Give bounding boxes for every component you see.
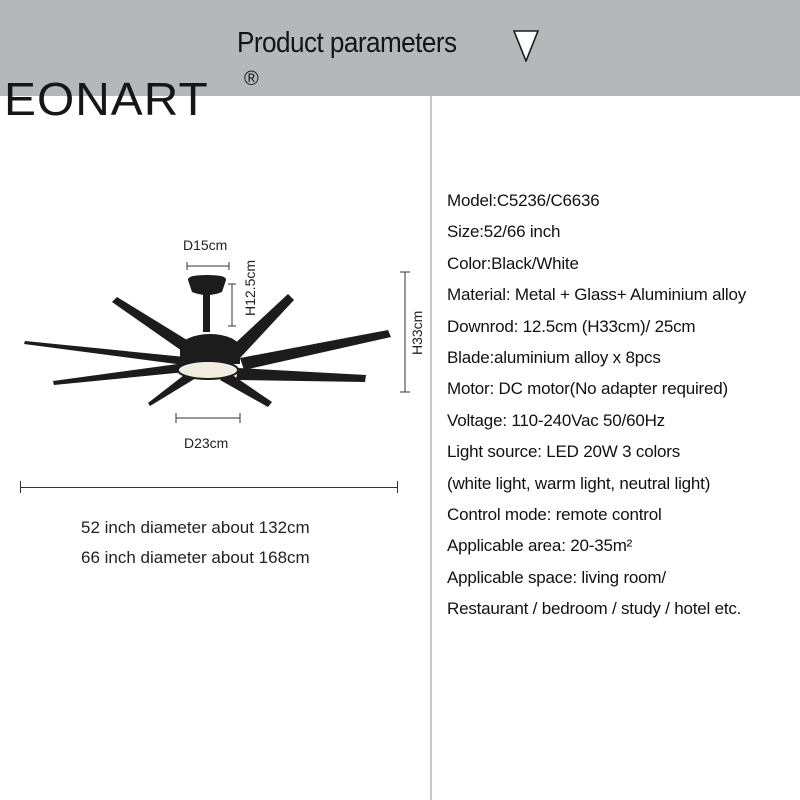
- fan-diagram: [0, 220, 430, 460]
- diameter-dimension-line: [20, 487, 398, 488]
- light-diameter-label: D23cm: [184, 435, 229, 451]
- spec-applicable-space-cont: Restaurant / bedroom / study / hotel etc.: [447, 599, 742, 619]
- spec-applicable-area: Applicable area: 20-35m²: [447, 536, 633, 556]
- spec-light-source: Light source: LED 20W 3 colors: [447, 442, 681, 462]
- brand-logo: EONART: [4, 73, 209, 125]
- spec-applicable-space: Applicable space: living room/: [447, 567, 666, 587]
- canopy-diameter-label: D15cm: [183, 237, 228, 253]
- diameter-tick-right: [397, 481, 398, 493]
- spec-model: Model:C5236/C6636: [447, 191, 600, 210]
- down-triangle-icon: [513, 30, 539, 62]
- spec-motor: Motor: DC motor(No adapter required): [447, 379, 728, 399]
- diameter-tick-left: [20, 481, 21, 493]
- spec-size: Size:52/66 inch: [447, 222, 561, 242]
- total-height-label: H33cm: [409, 310, 425, 355]
- spec-downrod: Downrod: 12.5cm (H33cm)/ 25cm: [447, 316, 696, 336]
- spec-list: [447, 185, 746, 624]
- spec-material: Material: Metal + Glass+ Aluminium alloy: [447, 285, 747, 305]
- registered-mark: ®: [244, 68, 259, 90]
- spec-color: Color:Black/White: [447, 253, 579, 273]
- spec-control-mode: Control mode: remote control: [447, 504, 662, 524]
- page-title: Product parameters: [237, 27, 457, 59]
- downrod-height-label: H12.5cm: [242, 259, 258, 316]
- spec-blade: Blade:aluminium alloy x 8pcs: [447, 347, 661, 367]
- ceiling-fan-image: [0, 220, 430, 460]
- column-divider: [430, 96, 432, 800]
- diameter-52-inch: 52 inch diameter about 132cm: [81, 518, 310, 537]
- spec-voltage: Voltage: 110-240Vac 50/60Hz: [447, 410, 665, 430]
- diameter-66-inch: 66 inch diameter about 168cm: [81, 548, 310, 567]
- spec-light-colors: (white light, warm light, neutral light): [447, 473, 711, 493]
